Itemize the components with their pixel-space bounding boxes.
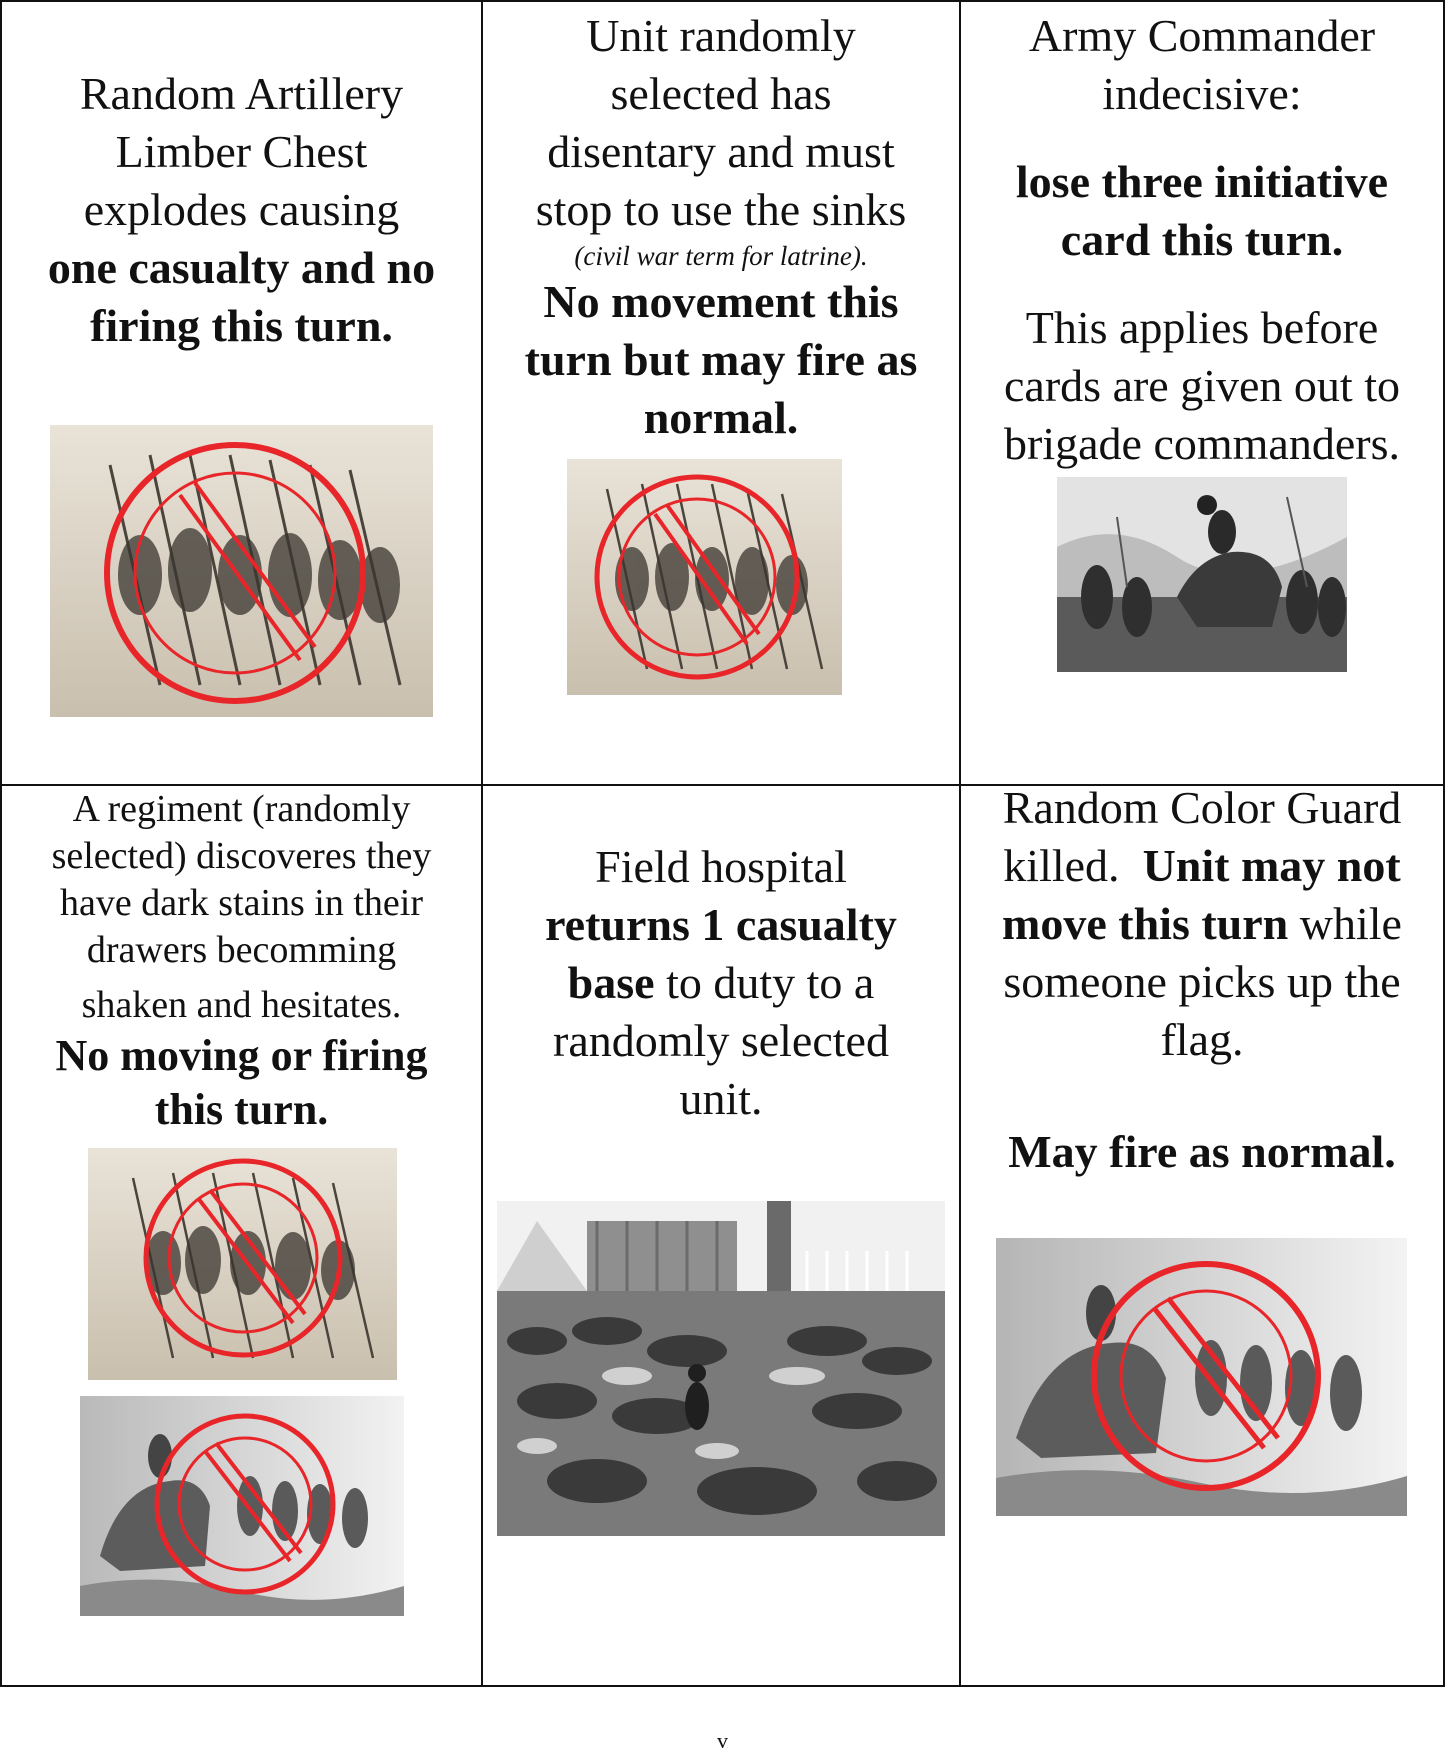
card-text: have dark stains in their: [59, 882, 423, 924]
card-text: Field hospital: [595, 841, 847, 892]
soldiers-prohibited-icon: [50, 425, 433, 717]
card-effect: normal.: [643, 392, 799, 443]
card-effect: card this turn.: [1060, 214, 1344, 265]
card-text: someone picks up the: [1003, 956, 1401, 1007]
card-text: flag.: [1160, 1014, 1244, 1065]
card-text: drawers becomming: [86, 929, 397, 971]
soldiers-prohibited-icon: [567, 459, 842, 695]
card-effect: this turn.: [154, 1085, 329, 1134]
bottom-border: [0, 1685, 1445, 1687]
card-effect: returns 1 casualty: [545, 899, 897, 950]
card-effect: move this turn: [1002, 898, 1289, 949]
card-effect: May fire as normal.: [1008, 1126, 1396, 1177]
card-effect: No movement this: [543, 276, 899, 327]
event-card-color-guard-killed: [961, 782, 1443, 1685]
card-effect: lose three initiative: [1015, 156, 1389, 207]
card-text: explodes causing: [83, 184, 400, 235]
card-text: Random Artillery: [79, 68, 404, 119]
horse-rider-prohibited-icon: [996, 1238, 1407, 1516]
card-text: This applies before: [1025, 302, 1379, 353]
event-card-shaken-regiment: [2, 786, 481, 1685]
card-effect: Unit may not: [1142, 840, 1401, 891]
field-hospital-photo-icon: [497, 1201, 945, 1536]
card-text: selected) discoveres they: [51, 835, 432, 877]
soldiers-prohibited-icon: [88, 1148, 397, 1380]
card-text: unit.: [679, 1073, 763, 1124]
event-card-artillery-explodes: [2, 2, 481, 784]
card-note: (civil war term for latrine).: [574, 241, 868, 271]
card-effect: No moving or firing: [55, 1031, 428, 1080]
card-text: Random Color Guard: [1002, 782, 1402, 833]
event-card-commander-indecisive: [961, 2, 1443, 784]
page-number: v: [717, 1728, 728, 1753]
card-text: to duty to a: [654, 957, 875, 1008]
card-text: while: [1288, 898, 1402, 949]
event-card-field-hospital: [483, 786, 959, 1685]
card-mixed-line: [961, 837, 1443, 895]
card-mixed-line: [483, 954, 959, 1012]
card-text: selected has: [610, 68, 832, 119]
card-text: Army Commander: [1028, 10, 1376, 61]
card-effect: base: [567, 957, 655, 1008]
card-text: killed.: [1003, 840, 1143, 891]
card-text: shaken and hesitates.: [81, 984, 402, 1026]
card-text: stop to use the sinks: [535, 184, 907, 235]
card-text: indecisive:: [1102, 68, 1302, 119]
card-effect: turn but may fire as: [524, 334, 918, 385]
card-text: A regiment (randomly: [72, 788, 411, 830]
card-mixed-line: [961, 895, 1443, 953]
card-text: randomly selected: [553, 1015, 889, 1066]
card-text: cards are given out to: [1004, 360, 1400, 411]
card-effect: one casualty and no: [47, 242, 436, 293]
card-effect: firing this turn.: [90, 300, 393, 351]
event-card-dysentery: [483, 2, 959, 784]
card-text: brigade commanders.: [1004, 418, 1400, 469]
card-text: disentary and must: [547, 126, 895, 177]
horse-rider-prohibited-icon: [80, 1396, 404, 1616]
commander-on-horse-icon: [1057, 477, 1347, 672]
card-text: Unit randomly: [586, 10, 856, 61]
card-text: Limber Chest: [115, 126, 368, 177]
